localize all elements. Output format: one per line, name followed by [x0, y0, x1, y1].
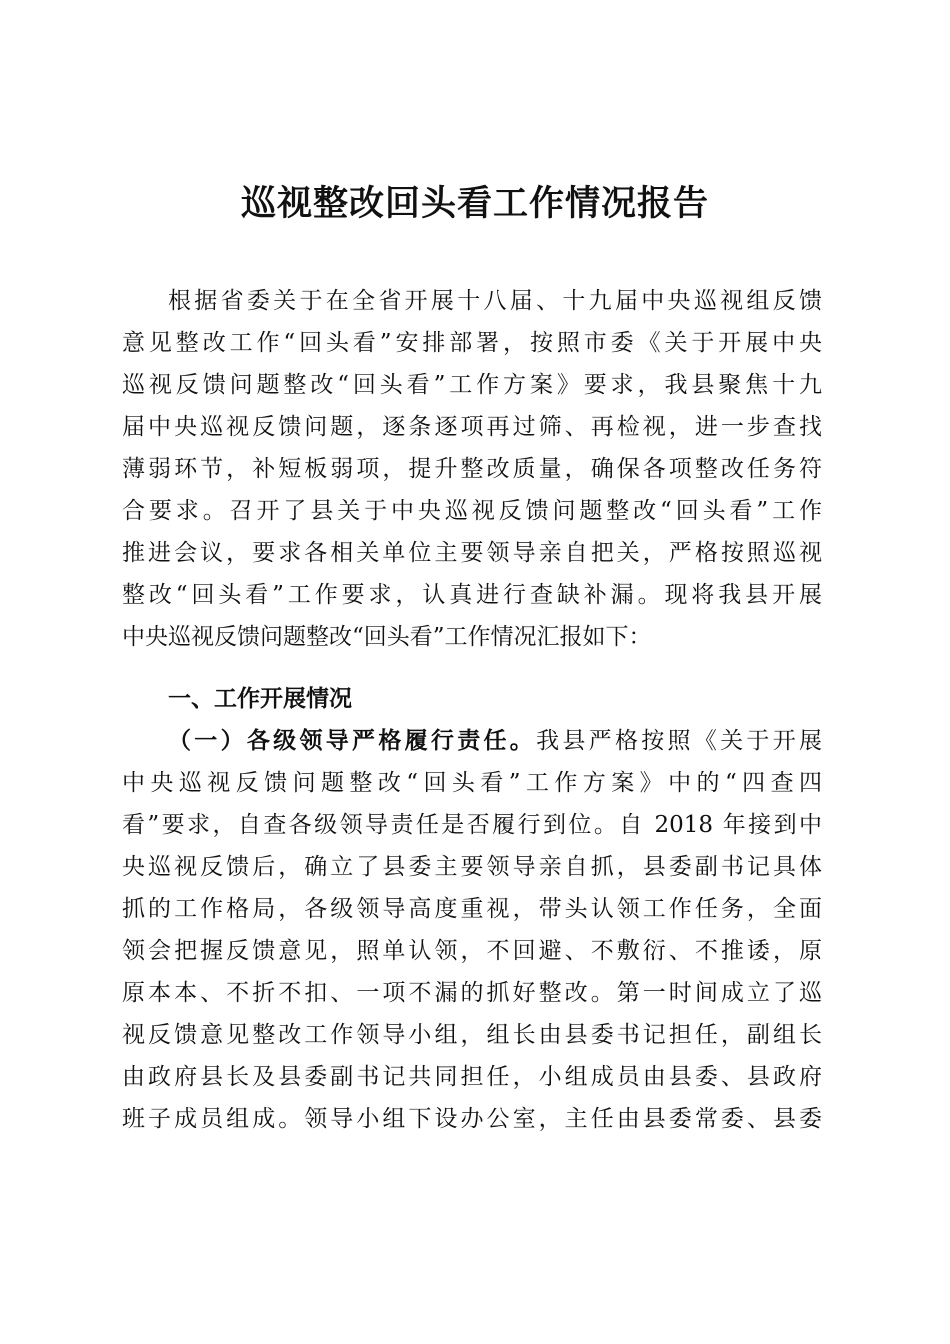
paragraph-line: 根据省委关于在全省开展十八届、十九届中央巡视组反馈: [168, 288, 822, 314]
paragraph-line: 央巡视反馈后，确立了县委主要领导亲自抓，县委副书记具体: [122, 854, 822, 880]
paragraph-line: 班子成员组成。领导小组下设办公室，主任由县委常委、县委: [122, 1106, 822, 1132]
paragraph-line: 看”要求，自查各级领导责任是否履行到位。自 2018 年接到中: [122, 812, 822, 838]
paragraph-line: 中央巡视反馈问题整改“回头看”工作情况汇报如下：: [122, 624, 652, 650]
subsection-first-line-text: 我县严格按照《关于开展: [536, 728, 823, 754]
section-heading: 一、工作开展情况: [168, 686, 352, 712]
paragraph-line: 巡视反馈问题整改“回头看”工作方案》要求，我县聚焦十九: [122, 372, 822, 398]
paragraph-line: 领会把握反馈意见，照单认领，不回避、不敷衍、不推诿，原: [122, 938, 822, 964]
subsection-first-line: [122, 720, 822, 762]
paragraph-line: 原本本、不折不扣、一项不漏的抓好整改。第一时间成立了巡: [122, 980, 822, 1006]
subsection-heading: （一）各级领导严格履行责任。: [168, 727, 537, 754]
subsection-1: [122, 720, 822, 1140]
paragraph-line: 由政府县长及县委副书记共同担任，小组成员由县委、县政府: [122, 1064, 822, 1090]
paragraph-line: 推进会议，要求各相关单位主要领导亲自把关，严格按照巡视: [122, 540, 822, 566]
paragraph-line: 视反馈意见整改工作领导小组，组长由县委书记担任，副组长: [122, 1022, 822, 1048]
paragraph-line: 中央巡视反馈问题整改“回头看”工作方案》中的“四查四: [122, 770, 822, 796]
paragraph-line: 届中央巡视反馈问题，逐条逐项再过筛、再检视，进一步查找: [122, 414, 822, 440]
section-1: [122, 678, 822, 720]
paragraph-line: 意见整改工作“回头看”安排部署，按照市委《关于开展中央: [122, 330, 822, 356]
paragraph-line: 薄弱环节，补短板弱项，提升整改质量，确保各项整改任务符: [122, 456, 822, 482]
paragraph-line: 合要求。召开了县关于中央巡视反馈问题整改“回头看”工作: [122, 498, 822, 524]
paragraph-line: 抓的工作格局，各级领导高度重视，带头认领工作任务，全面: [122, 896, 822, 922]
paragraph-line: 整改“回头看”工作要求，认真进行查缺补漏。现将我县开展: [122, 582, 822, 608]
paragraph-intro: [122, 280, 822, 658]
document-title: 巡视整改回头看工作情况报告: [240, 183, 709, 224]
